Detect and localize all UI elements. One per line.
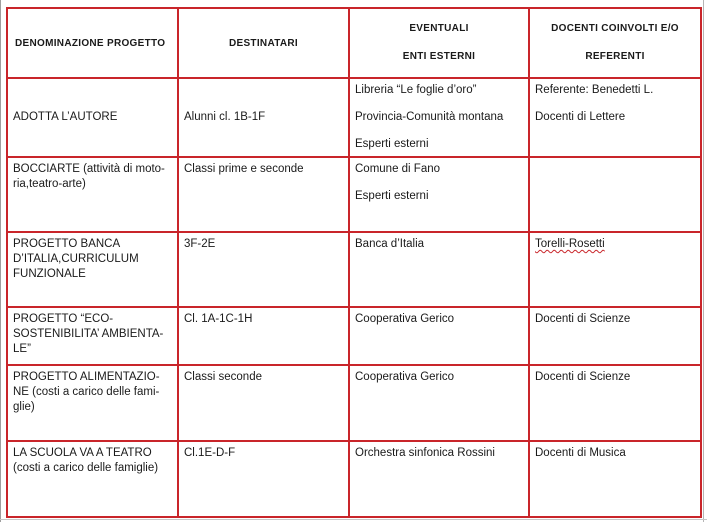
table-row <box>7 232 701 307</box>
cell-destinatari: Cl. 1A-1C-1H <box>178 307 349 365</box>
table-row <box>7 78 701 157</box>
page-edge-right <box>703 0 704 522</box>
docenti-item: Referente: Benedetti L. <box>535 84 654 96</box>
page-edge-left <box>0 0 1 522</box>
page-edge-bottom <box>0 519 707 520</box>
docenti-item: Docenti di Lettere <box>535 111 626 123</box>
header-docenti-line1: DOCENTI COINVOLTI E/O <box>551 23 679 34</box>
cell-destinatari: Cl.1E-D-F <box>178 441 349 517</box>
header-destinatari: DESTINATARI <box>178 8 349 78</box>
cell-docenti <box>529 157 701 232</box>
table-row <box>7 365 701 441</box>
table-row <box>7 157 701 232</box>
header-progetto: DENOMINAZIONE PROGETTO <box>7 8 178 78</box>
table-row <box>7 307 701 365</box>
cell-destinatari: Alunni cl. 1B-1F <box>178 78 349 157</box>
cell-progetto: LA SCUOLA VA A TEATRO (costi a carico delle famiglie) <box>7 441 178 517</box>
cell-enti: Banca d’Italia <box>349 232 529 307</box>
enti-item: Comune di Fano <box>355 163 441 175</box>
enti-item: Esperti esterni <box>355 138 429 150</box>
header-enti-line1: EVENTUALI <box>409 23 469 34</box>
cell-enti: Orchestra sinfonica Rossini <box>349 441 529 517</box>
cell-progetto <box>7 232 178 307</box>
cell-docenti <box>529 78 701 157</box>
cell-docenti <box>529 232 701 307</box>
cell-enti <box>349 157 529 232</box>
enti-item: Provincia-Comunità montana <box>355 111 504 123</box>
table-row <box>7 441 701 517</box>
header-enti <box>349 8 529 78</box>
progetto-text: PROGETTO BANCA D’ITALIA,CURRICULUM FUNZIONALE <box>13 238 139 280</box>
cell-progetto: ADOTTA L’AUTORE <box>7 78 178 157</box>
header-docenti-line2: REFERENTI <box>585 51 645 62</box>
cell-destinatari: Classi prime e seconde <box>178 157 349 232</box>
cell-progetto: BOCCIARTE (attività di moto-ria,teatro-arte) <box>7 157 178 232</box>
cell-docenti: Docenti di Scienze <box>529 365 701 441</box>
cell-destinatari: Classi seconde <box>178 365 349 441</box>
cell-progetto: PROGETTO ALIMENTAZIO-NE (costi a carico delle fami-glie) <box>7 365 178 441</box>
header-docenti <box>529 8 701 78</box>
enti-item: Esperti esterni <box>355 190 429 202</box>
cell-enti: Cooperativa Gerico <box>349 307 529 365</box>
cell-enti: Cooperativa Gerico <box>349 365 529 441</box>
cell-enti <box>349 78 529 157</box>
cell-destinatari: 3F-2E <box>178 232 349 307</box>
cell-docenti: Docenti di Musica <box>529 441 701 517</box>
projects-table <box>6 7 702 518</box>
cell-docenti: Docenti di Scienze <box>529 307 701 365</box>
cell-progetto: PROGETTO “ECO-SOSTENIBILITA’ AMBIENTA-LE” <box>7 307 178 365</box>
docenti-item: Torelli-Rosetti <box>535 238 605 250</box>
enti-item: Libreria “Le foglie d’oro” <box>355 84 477 96</box>
header-enti-line2: ENTI ESTERNI <box>402 51 476 62</box>
header-row <box>7 8 701 78</box>
